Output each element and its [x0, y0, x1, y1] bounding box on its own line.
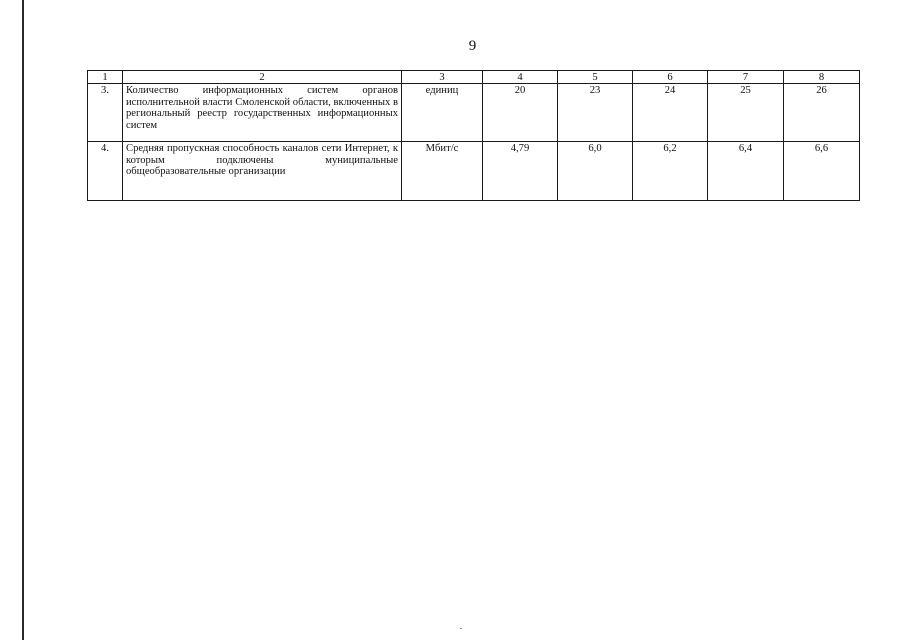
header-cell: 4 — [483, 71, 558, 84]
value-cell: 23 — [558, 84, 633, 142]
value-cell: 26 — [784, 84, 860, 142]
value-cell: 6,2 — [633, 142, 708, 201]
value-cell: 24 — [633, 84, 708, 142]
value-cell: 25 — [708, 84, 784, 142]
value-cell: 6,0 — [558, 142, 633, 201]
indicators-table — [87, 70, 860, 201]
value-cell: 4,79 — [483, 142, 558, 201]
value-cell: 20 — [483, 84, 558, 142]
value-cell: 6,6 — [784, 142, 860, 201]
indicator-name: Средняя пропускная способность каналов сети Интернет, к которым подключены муниципальные общеобразовательные организации — [123, 142, 402, 201]
header-cell: 7 — [708, 71, 784, 84]
header-cell: 3 — [402, 71, 483, 84]
page-number: 9 — [468, 38, 477, 54]
row-number: 4. — [88, 142, 123, 201]
left-margin-line — [22, 0, 24, 640]
header-cell: 1 — [88, 71, 123, 84]
header-cell: 8 — [784, 71, 860, 84]
header-cell: 2 — [123, 71, 402, 84]
table-row — [88, 84, 860, 142]
unit-cell: единиц — [402, 84, 483, 142]
row-number: 3. — [88, 84, 123, 142]
table-header-row — [88, 71, 860, 84]
unit-cell: Мбит/с — [402, 142, 483, 201]
scan-speck — [460, 628, 462, 629]
header-cell: 5 — [558, 71, 633, 84]
indicator-name: Количество информационных систем органов исполнительной власти Смоленской области, включенных в региональный реестр государственных информационных систем — [123, 84, 402, 142]
value-cell: 6,4 — [708, 142, 784, 201]
table-row — [88, 142, 860, 201]
header-cell: 6 — [633, 71, 708, 84]
